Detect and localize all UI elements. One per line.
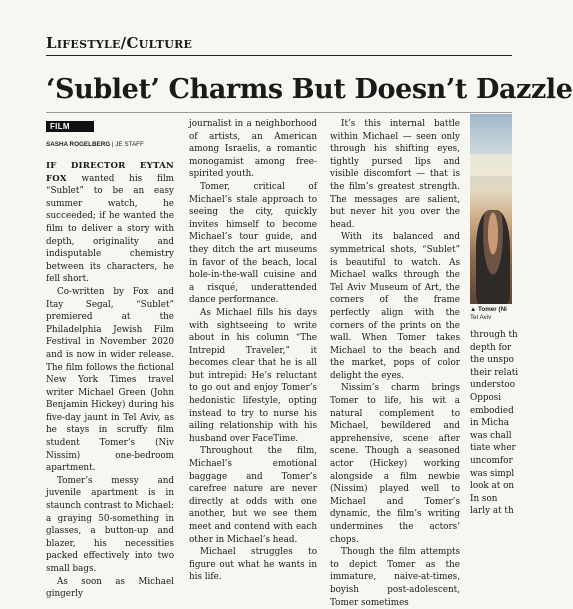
paragraph: Co-written by Fox and Itay Segal, “Sublet” premiered at the Philadelphia Jewish Film Festival in November 2020 and is now in wider release. The film follows the fictional New York Times travel writer Michael Green (John Benjamin Hickey) during his five-day jaunt in Tel Aviv, as he stays in scruffy film student Tomer’s (Niv Nissim) one-bedroom apartment. [46, 286, 174, 474]
paragraph: Michael struggles to figure out what he wants in his life. [189, 547, 317, 583]
headline: ‘Sublet’ Charms But Doesn’t Dazzle [46, 74, 573, 105]
column-4-line: larly at th [470, 506, 514, 517]
paragraph: Nissim’s charm brings Tomer to life, his wit a natural complement to Michael, bewildered and apprehensive, scene after scene. Though a seasoned actor (Hickey) working alongside a film newbie (Nissim) played well to Michael and Tomer’s dynamic, the film’s writing undermines the actors’ chops. [330, 383, 460, 545]
paragraph: It’s this internal battle within Michael — seen only through his shifting eyes, tightly pursed lips and visible discomfort — that is the film’s greatest strength. The messages are salient, but never hit you over the head. [330, 119, 460, 230]
article-column-4 [470, 329, 530, 517]
paragraph: journalist in a neighborhood of artists, an American among Israelis, a romantic monogamist among free-spirited youth. [189, 119, 317, 180]
caption-lead: ▲ Tomer (Ni [470, 306, 507, 313]
column-4-line: the unspo [470, 355, 514, 366]
lead-caps: IF DIRECTOR EYTAN FOX [46, 161, 174, 184]
article-column-1 [46, 160, 175, 600]
article-column-2 [189, 118, 317, 583]
column-4-line: uncomfor [470, 455, 513, 466]
paragraph: Tomer’s messy and juvenile apartment is in staunch contrast to Michael: a graying 50-something in glasses, a button-up and blazer, his necessities packed effectively into two small bags. [46, 475, 175, 574]
lead-text: wanted his film “Sublet” to be an easy summer watch, he succeeded; if he wanted the film to deliver a story with depth, originality and indisputable chemistry between its characters, he fell short. [46, 173, 175, 285]
column-4-line: understoo [470, 380, 516, 391]
column-4-line: was simpl [470, 468, 515, 479]
paragraph: Throughout the film, Michael’s emotional baggage and Tomer’s carefree nature are never directly at odds with one another, but we see them meet and contend with each other in Michael’s head. [189, 446, 317, 545]
column-4-line: through th [470, 330, 518, 340]
kicker-badge: FILM [46, 121, 94, 132]
column-4-line: In son [470, 493, 498, 504]
paragraph: With its balanced and symmetrical shots, “Sublet” is beautiful to watch. As Michael walks through the Tel Aviv Museum of Art, the corners of the frame perfectly align with the corners of the prints on the wall. When Tomer takes Michael to the beach and the market, pops of color delight the eyes. [330, 232, 460, 381]
column-4-line: look at on [470, 481, 515, 492]
paragraph: As soon as Michael gingerly [46, 576, 174, 600]
paragraph: Tomer, critical of Michael’s stale approach to seeing the city, quickly invites himself to become Michael’s tour guide, and they ditch the art museums in favor of the beach, local hole-in-the-wall cuisine and a risqué, underattended dance performance. [189, 181, 317, 306]
column-4-line: tiate wher [470, 443, 516, 454]
column-4-line: embodied [470, 405, 514, 416]
photo-figure [476, 210, 510, 304]
caption-text: Tel Aviv [470, 314, 492, 321]
paragraph: Though the film attempts to depict Tomer as the immature, naive-at-times, boyish post-adolescent, Tomer sometimes [330, 547, 460, 608]
column-4-line: Opposi [470, 392, 502, 403]
section-header: Lifestyle/Culture [46, 34, 193, 52]
column-4-line: was chall [470, 430, 512, 441]
section-rule [46, 55, 512, 56]
paragraph: As Michael fills his days with sightseeing to write about in his column “The Intrepid Traveler,” it becomes clear that he is all but intrepid: He’s reluctant to go out and enjoy Tomer’s hedonistic lifestyle, opting instead to try to nurse his ailing relationship with his husband over FaceTime. [189, 307, 317, 444]
column-4-line: their relati [470, 367, 519, 378]
column-4-line: depth for [470, 342, 512, 353]
lead-paragraph [46, 160, 174, 286]
byline-affiliation: | JE STAFF [111, 141, 144, 148]
article-column-3 [330, 118, 460, 608]
article-photo [470, 114, 512, 304]
headline-rule [46, 112, 512, 113]
byline-author: SASHA ROGELBERG [46, 141, 111, 148]
photo-sky-glare [470, 154, 512, 176]
photo-caption [470, 306, 512, 322]
column-4-line: in Micha [470, 418, 509, 429]
